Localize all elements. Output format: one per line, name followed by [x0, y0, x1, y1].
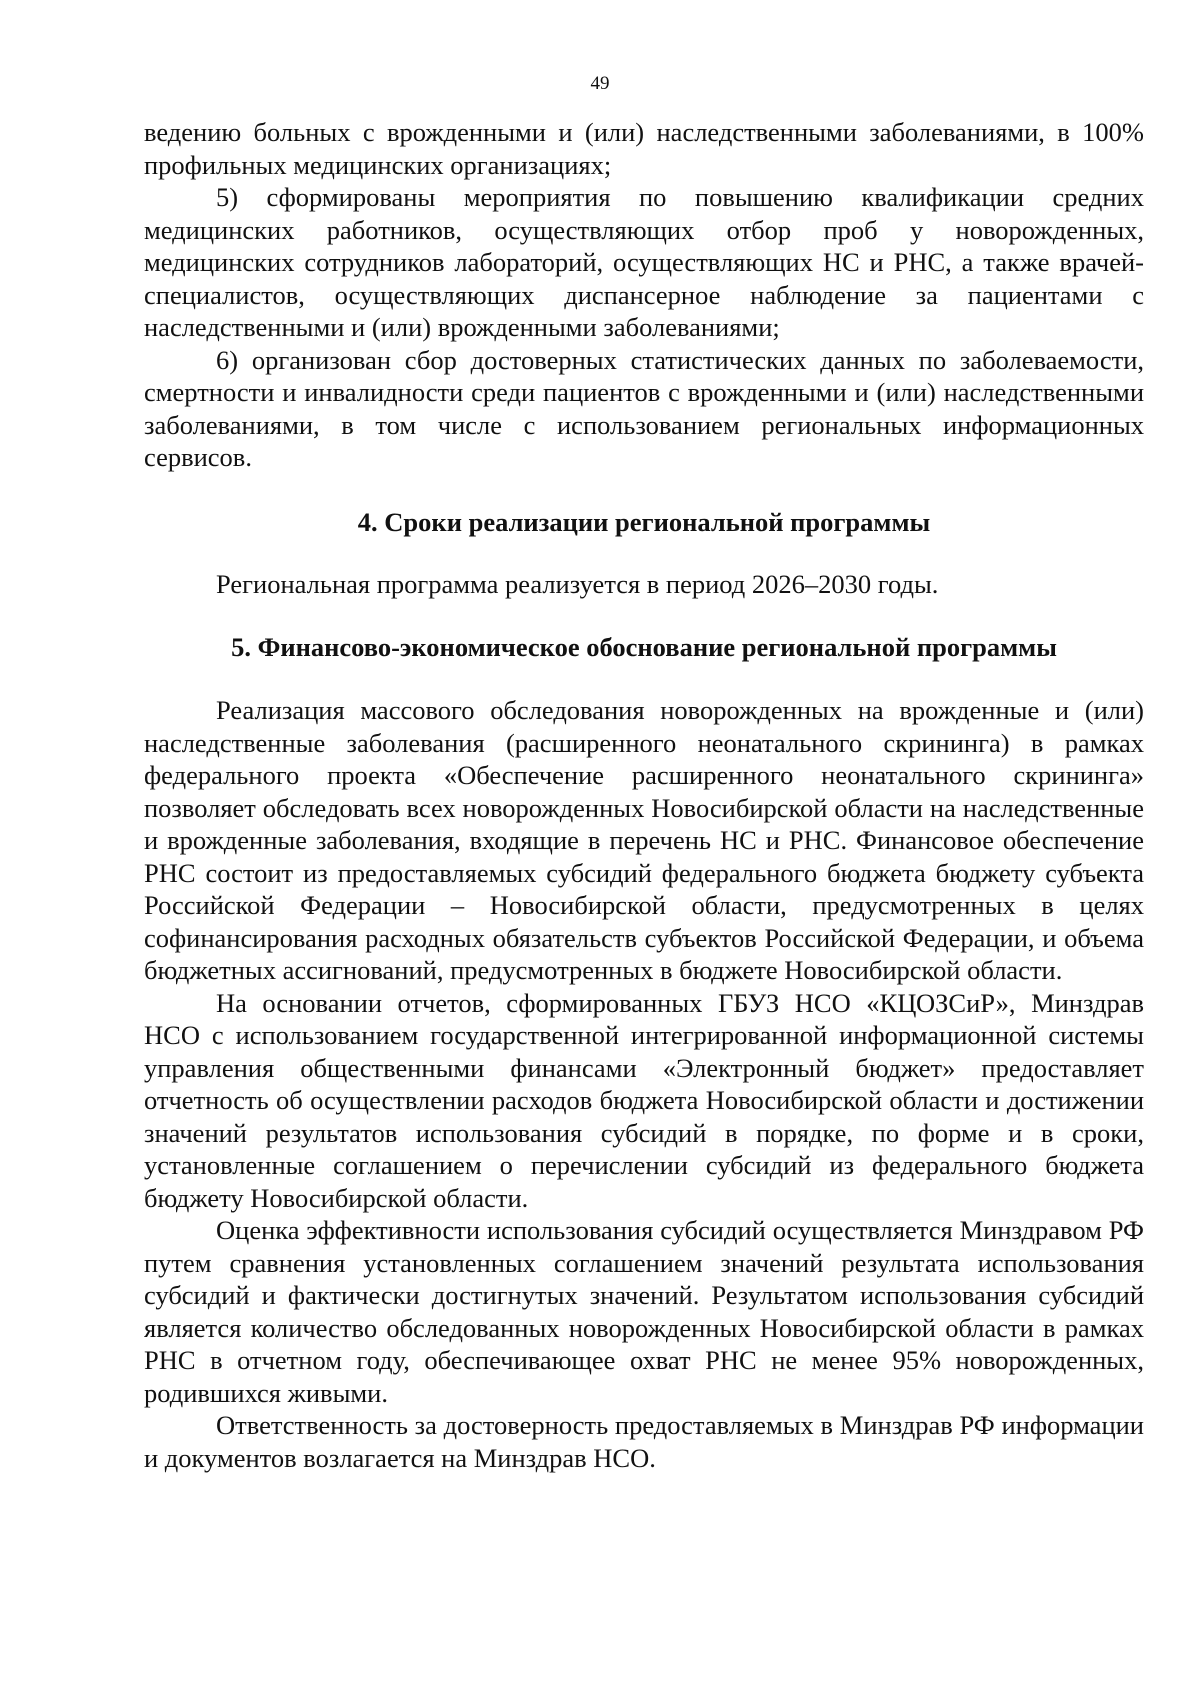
section-5-heading: 5. Финансово-экономическое обоснование региональной программы — [231, 631, 1057, 662]
page-number: 49 — [590, 73, 610, 94]
paragraph-item-5: 5) сформированы мероприятия по повышению квалификации средних медицинских работников, осуществляющих отбор проб у новорожденных, медицинских сотрудников лабораторий, осуществляющих НС и РНС, а также врачей-специалистов, осуществляющих диспансерное наблюдение за пациентами с наследственными и (или) врожденными заболеваниями; — [144, 182, 1144, 342]
section-5-paragraph-2: На основании отчетов, сформированных ГБУЗ НСО «КЦОЗСиР», Минздрав НСО с использованием государственной интегрированной информационной системы управления общественными финансами «Электронный бюджет» предоставляет отчетность об осуществлении расходов бюджета Новосибирской области и достижении значений результатов использования субсидий в порядке, по форме и в сроки, установленные соглашением о перечислении субсидий из федерального бюджета бюджету Новосибирской области. — [144, 987, 1144, 1213]
page-body — [144, 116, 1144, 1474]
section-4-heading: 4. Сроки реализации региональной программы — [357, 506, 931, 537]
section-5-paragraph-1: Реализация массового обследования новорожденных на врожденные и (или) наследственные заболевания (расширенного неонатального скрининга) в рамках федерального проекта «Обеспечение расширенного неонатального скрининга» позволяет обследовать всех новорожденных Новосибирской области на наследственные и врожденные заболевания, входящие в перечень НС и РНС. Финансовое обеспечение РНС состоит из предоставляемых субсидий федерального бюджета бюджету субъекта Российской Федерации – Новосибирской области, предусмотренных в целях софинансирования расходных обязательств субъектов Российской Федерации, и объема бюджетных ассигнований, предусмотренных в бюджете Новосибирской области. — [144, 695, 1144, 985]
section-5-paragraph-4: Ответственность за достоверность предоставляемых в Минздрав РФ информации и документов возлагается на Минздрав НСО. — [144, 1410, 1144, 1473]
paragraph-item-6: 6) организован сбор достоверных статистических данных по заболеваемости, смертности и инвалидности среди пациентов с врожденными и (или) наследственными заболеваниями, в том числе с использованием региональных информационных сервисов. — [144, 344, 1144, 472]
section-4-text: Региональная программа реализуется в период 2026–2030 годы. — [216, 569, 939, 599]
section-5-paragraph-3: Оценка эффективности использования субсидий осуществляется Минздравом РФ путем сравнения установленных соглашением значений результата использования субсидий и фактически достигнутых значений. Результатом использования субсидий является количество обследованных новорожденных Новосибирской области в рамках РНС в отчетном году, обеспечивающее охват РНС не менее 95% новорожденных, родившихся живыми. — [144, 1215, 1144, 1408]
paragraph-continuation: ведению больных с врожденными и (или) наследственными заболеваниями, в 100% профильных медицинских организациях; — [144, 117, 1144, 180]
